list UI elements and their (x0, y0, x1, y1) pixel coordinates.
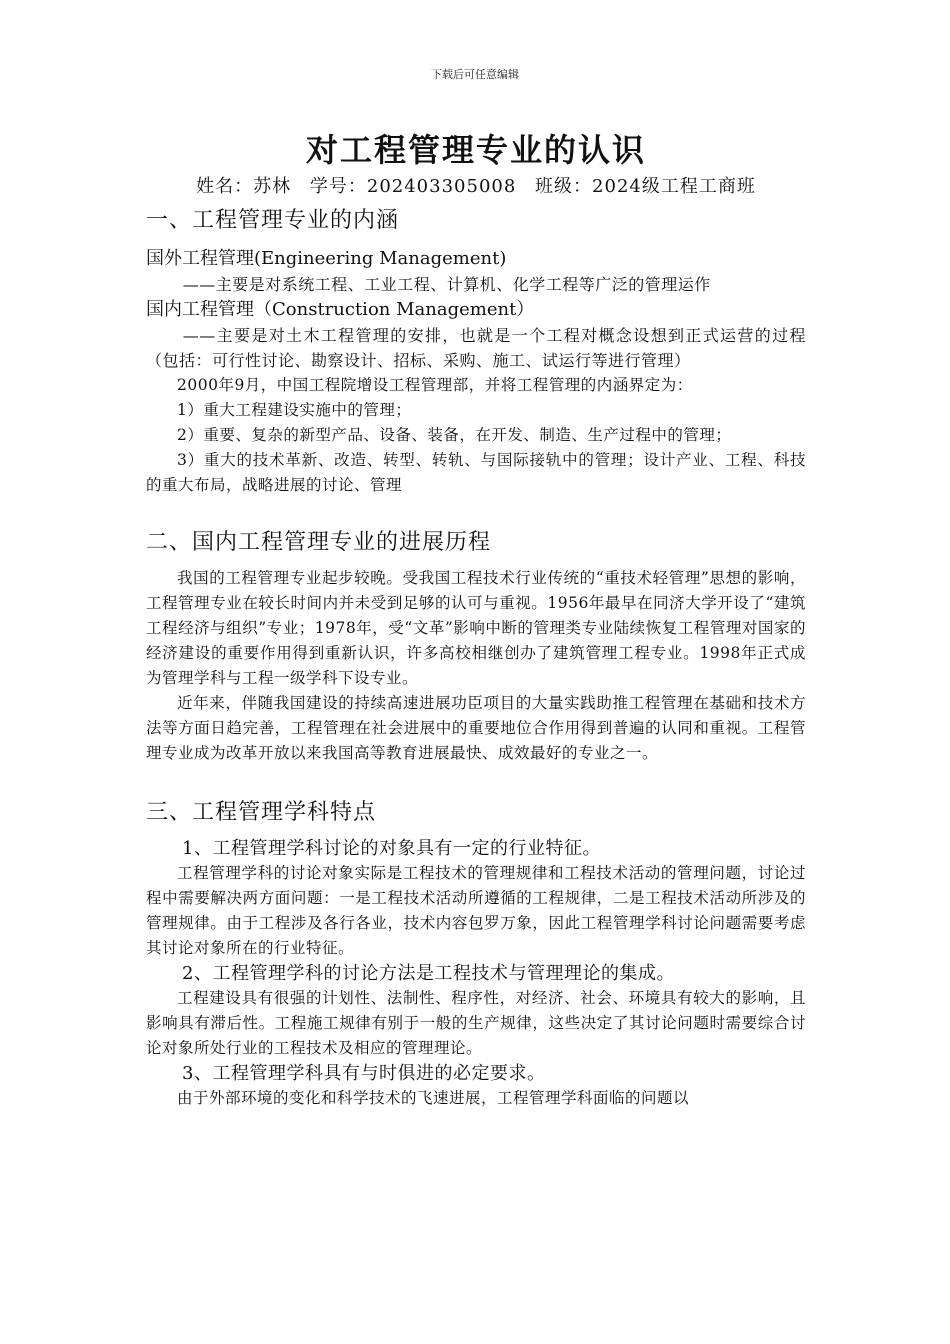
section2-heading: 二、国内工程管理专业的进展历程 (146, 530, 492, 555)
dom-mgmt-desc: ——主要是对土木工程管理的安排，也就是一个工程对概念设想到正式运营的过程（包括：可行性讨论、勘察设计、招标、采购、施工、试运行等进行管理） (146, 326, 806, 370)
document-body (146, 128, 806, 1111)
intl-mgmt-desc: ——主要是对系统工程、工业工程、计算机、化学工程等广泛的管理运作 (182, 275, 711, 294)
section3-subheading-2: 2、工程管理学科的讨论方法是工程技术与管理理论的集成。 (182, 963, 675, 984)
intl-mgmt-title: 国外工程管理(Engineering Management) (146, 248, 507, 269)
section3-heading: 三、工程管理学科特点 (146, 800, 377, 825)
definition-intro: 2000年9月，中国工程院增设工程管理部，并将工程管理的内涵界定为： (177, 376, 693, 394)
page-header-note: 下载后可任意编辑 (431, 68, 519, 81)
dom-mgmt-title: 国内工程管理（Construction Management） (146, 299, 535, 320)
definition-item-1: 1）重大工程建设实施中的管理； (177, 401, 412, 419)
definition-item-3: 3）重大的技术革新、改造、转型、转轨、与国际接轨中的管理；设计产业、工程、科技的重大布局，战略进展的讨论、管理 (146, 451, 806, 494)
section3-subheading-1: 1、工程管理学科讨论的对象具有一定的行业特征。 (182, 838, 601, 859)
section3-paragraph-3: 由于外部环境的变化和科学技术的飞速进展，工程管理学科面临的问题以 (177, 1089, 690, 1107)
student-id: 学号：202403305008 (309, 176, 517, 197)
document-title: 对工程管理专业的认识 (305, 131, 646, 169)
section2-paragraph-1: 我国的工程管理专业起步较晚。受我国工程技术行业传统的“重技术轻管理”思想的影响，工程管理专业在较长时间内并未受到足够的认可与重视。1956年最早在同济大学开设了“建筑工程经济与组织”专业；1978年，受“文革”影响中断的管理类专业陆续恢复工程管理对国家的经济建设的重要作用得到重新认识，许多高校相继创办了建筑管理工程专业。1998年正式成为管理学科与工程一级学科下设专业。 (146, 569, 806, 687)
author-info (146, 174, 806, 200)
author-name: 姓名：苏林 (196, 176, 292, 197)
class-name: 班级：2024级工程工商班 (535, 176, 756, 197)
section2-paragraph-2: 近年来，伴随我国建设的持续高速进展功臣项目的大量实践助推工程管理在基础和技术方法等方面日趋完善，工程管理在社会进展中的重要地位合作用得到普遍的认同和重视。工程管理专业成为改革开放以来我国高等教育进展最快、成效最好的专业之一。 (146, 694, 806, 762)
section3-paragraph-2: 工程建设具有很强的计划性、法制性、程序性，对经济、社会、环境具有较大的影响，且影响具有滞后性。工程施工规律有别于一般的生产规律，这些决定了其讨论问题时需要综合讨论对象所处行业的工程技术及相应的管理理论。 (146, 989, 806, 1057)
definition-item-2: 2）重要、复杂的新型产品、设备、装备，在开发、制造、生产过程中的管理； (177, 426, 732, 444)
section3-paragraph-1: 工程管理学科的讨论对象实际是工程技术的管理规律和工程技术活动的管理问题，讨论过程中需要解决两方面问题：一是工程技术活动所遵循的工程规律，二是工程技术活动所涉及的管理规律。由于工程涉及各行各业，技术内容包罗万象，因此工程管理学科讨论问题需要考虑其讨论对象所在的行业特征。 (146, 864, 806, 957)
section3-subheading-3: 3、工程管理学科具有与时俱进的必定要求。 (182, 1063, 546, 1084)
section1-heading: 一、工程管理专业的内涵 (146, 208, 400, 233)
